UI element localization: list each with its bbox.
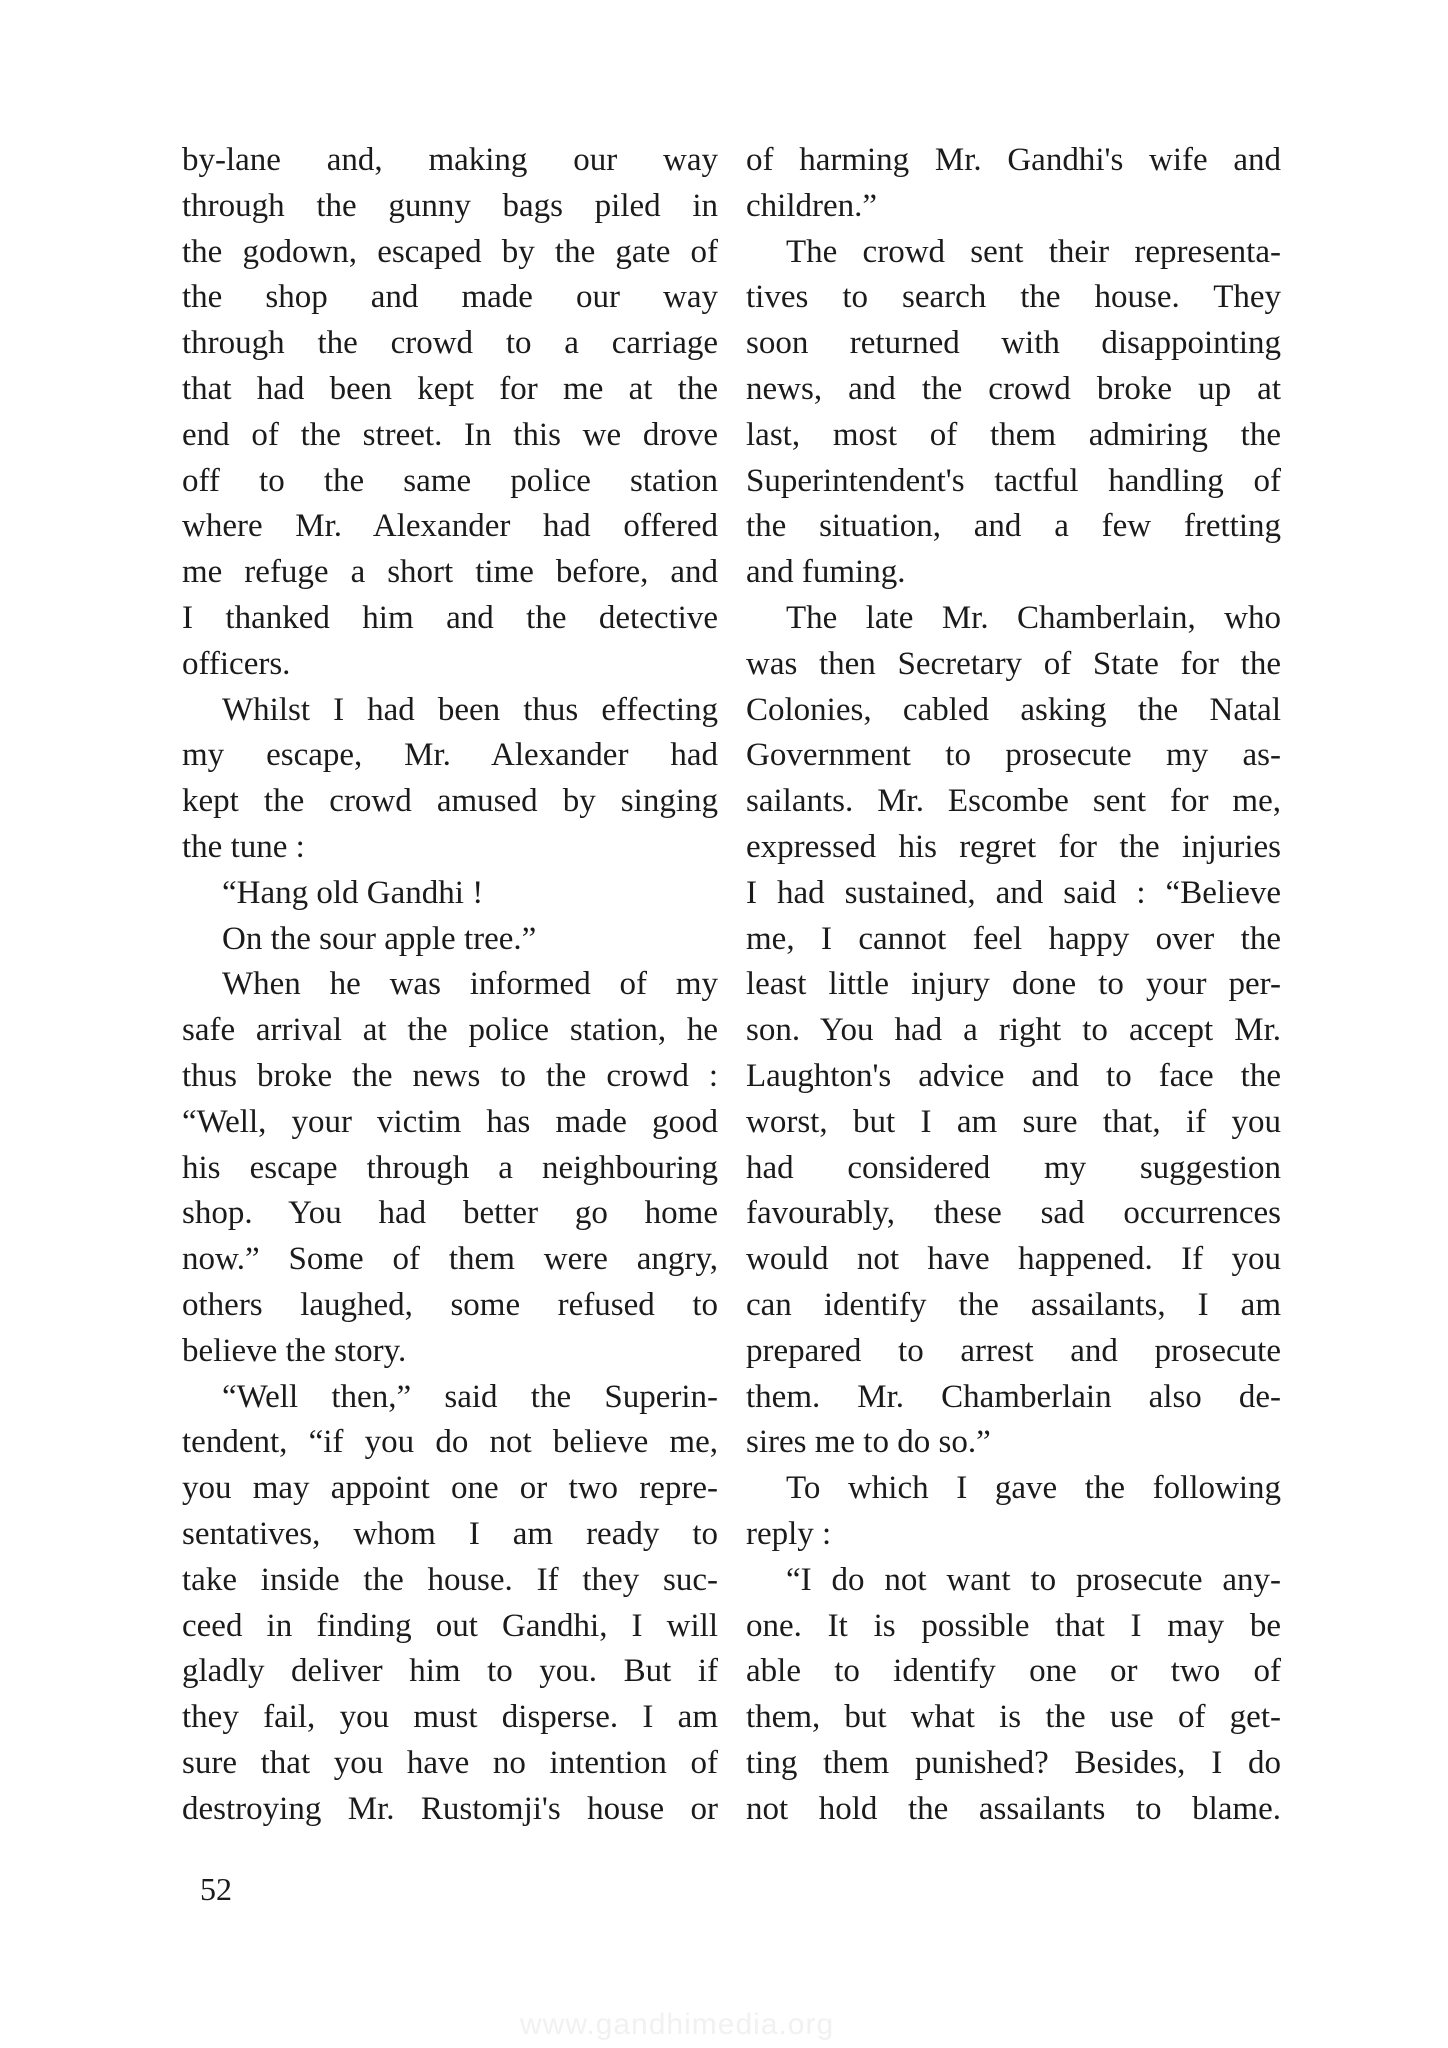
text-line: was then Secretary of State for the [746,645,1281,682]
text-line: “Well then,” said the Superin- [222,1378,718,1415]
text-line: now.” Some of them were angry, [182,1241,718,1278]
text-line: destroying Mr. Rustomji's house or [182,1790,718,1827]
text-line: Government to prosecute my as- [746,737,1281,774]
text-line: and fuming. [746,554,906,591]
text-line: last, most of them admiring the [746,416,1281,453]
text-line: favourably, these sad occurrences [746,1195,1281,1232]
text-line: they fail, you must disperse. I am [182,1699,718,1736]
text-line: through the crowd to a carriage [182,325,718,362]
text-line: them, but what is the use of get- [746,1699,1281,1736]
text-line: children.” [746,187,878,224]
text-line: The late Mr. Chamberlain, who [786,599,1281,636]
text-line: that had been kept for me at the [182,370,718,407]
text-line: off to the same police station [182,462,718,499]
text-line: his escape through a neighbouring [182,1149,718,1186]
text-line: sailants. Mr. Escombe sent for me, [746,783,1281,820]
text-line: expressed his regret for the injuries [746,828,1281,865]
text-line: ting them punished? Besides, I do [746,1744,1281,1781]
text-line: kept the crowd amused by singing [182,783,718,820]
text-line: gladly deliver him to you. But if [182,1653,718,1690]
text-line: tendent, “if you do not believe me, [182,1424,718,1461]
text-line: To which I gave the following [786,1470,1281,1507]
text-line: On the sour apple tree.” [222,920,537,957]
text-line: the godown, escaped by the gate of [182,233,718,270]
text-line: “Hang old Gandhi ! [222,874,484,911]
text-line: end of the street. In this we drove [182,416,718,453]
text-line: can identify the assailants, I am [746,1286,1281,1323]
text-line: “Well, your victim has made good [182,1103,718,1140]
text-line: the tune : [182,828,305,865]
text-line: able to identify one or two of [746,1653,1281,1690]
text-line: believe the story. [182,1332,407,1369]
text-line: Laughton's advice and to face the [746,1057,1281,1094]
text-line: sires me to do so.” [746,1424,991,1461]
text-line: me refuge a short time before, and [182,554,718,591]
text-line: reply : [746,1515,832,1552]
text-line: soon returned with disappointing [746,325,1281,362]
text-line: Whilst I had been thus effecting [222,691,718,728]
text-line: the situation, and a few fretting [746,508,1281,545]
right-column [746,138,1281,1832]
text-line: one. It is possible that I may be [746,1607,1281,1644]
text-line: of harming Mr. Gandhi's wife and [746,142,1281,178]
text-line: least little injury done to your per- [746,966,1281,1003]
text-line: Colonies, cabled asking the Natal [746,691,1281,728]
text-line: shop. You had better go home [182,1195,718,1232]
text-line: tives to search the house. They [746,279,1281,316]
text-line: would not have happened. If you [746,1241,1281,1278]
text-line: safe arrival at the police station, he [182,1012,718,1049]
text-line: son. You had a right to accept Mr. [746,1012,1281,1049]
text-line: “I do not want to prosecute any- [786,1561,1281,1598]
text-line: When he was informed of my [222,966,718,1003]
text-line: news, and the crowd broke up at [746,370,1281,407]
text-line: Superintendent's tactful handling of [746,462,1281,499]
watermark: www.gandhimedia.org [520,2008,835,2041]
text-line: you may appoint one or two repre- [182,1470,718,1507]
text-line: them. Mr. Chamberlain also de- [746,1378,1281,1415]
text-line: I had sustained, and said : “Believe [746,874,1281,911]
text-line: through the gunny bags piled in [182,187,718,224]
text-line: others laughed, some refused to [182,1286,718,1323]
text-line: I thanked him and the detective [182,599,718,636]
text-line: thus broke the news to the crowd : [182,1057,718,1094]
text-line: officers. [182,645,291,682]
text-line: by-lane and, making our way [182,142,718,178]
text-line: had considered my suggestion [746,1149,1281,1186]
text-line: me, I cannot feel happy over the [746,920,1281,957]
text-line: not hold the assailants to blame. [746,1790,1281,1827]
text-line: the shop and made our way [182,279,718,316]
text-line: ceed in finding out Gandhi, I will [182,1607,718,1644]
left-column [182,138,718,1832]
text-line: The crowd sent their representa- [786,233,1281,270]
page-number: 52 [200,1871,232,1907]
text-line: take inside the house. If they suc- [182,1561,718,1598]
text-line: my escape, Mr. Alexander had [182,737,718,774]
text-line: sure that you have no intention of [182,1744,718,1781]
text-line: worst, but I am sure that, if you [746,1103,1281,1140]
text-line: sentatives, whom I am ready to [182,1515,718,1552]
text-line: where Mr. Alexander had offered [182,508,718,545]
text-line: prepared to arrest and prosecute [746,1332,1281,1369]
